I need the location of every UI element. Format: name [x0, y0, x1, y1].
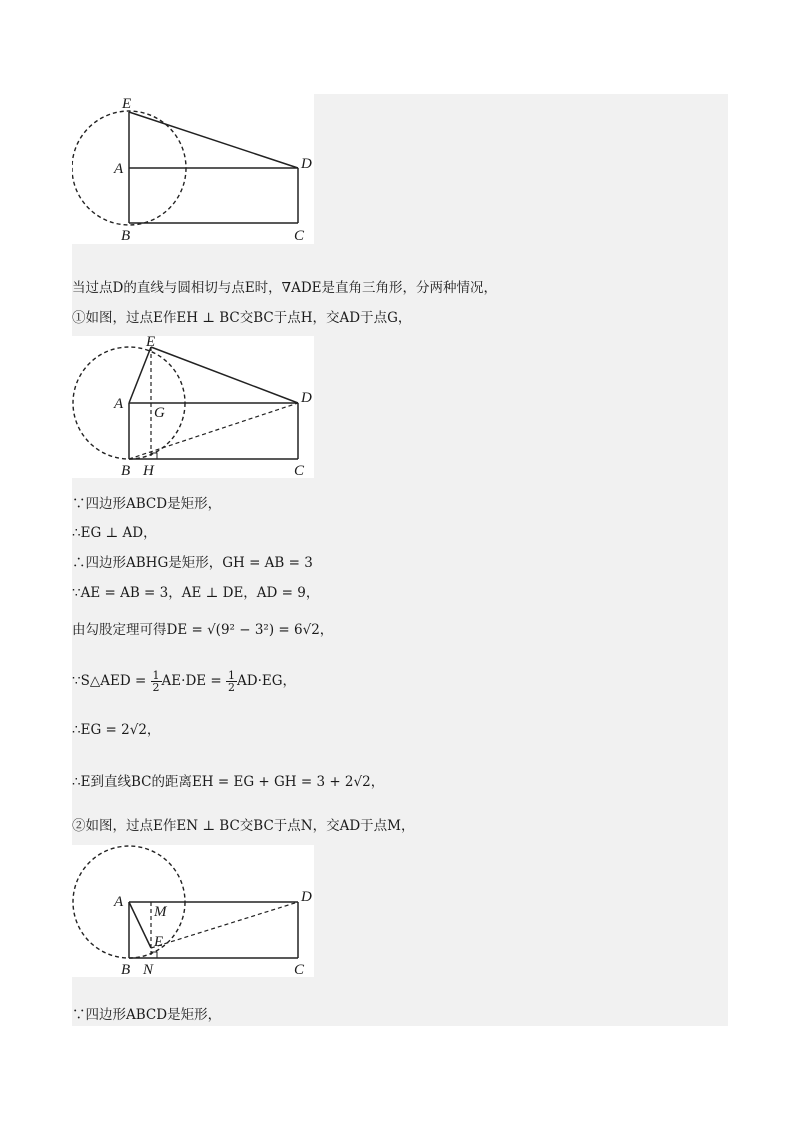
fraction-half-2: $\frac{1}{2}$ [228, 669, 236, 694]
segment-ed-dashed [151, 902, 298, 948]
label-e: E [146, 336, 156, 350]
area-prefix: ∵S△AED = [72, 673, 151, 689]
text-line-4: ∴EG ⊥ AD， [72, 525, 157, 541]
label-m: M [154, 904, 167, 920]
figure-1 [72, 94, 314, 244]
label-c: C [294, 962, 305, 977]
label-c: C [294, 463, 305, 478]
label-g: G [154, 405, 165, 421]
label-b: B [121, 228, 131, 244]
label-b: B [121, 463, 131, 478]
label-h: H [143, 463, 154, 478]
label-n: N [143, 962, 154, 977]
figure-3 [72, 845, 314, 977]
label-e: E [154, 934, 164, 950]
text-line-3: ∵四边形ABCD是矩形， [72, 496, 222, 512]
label-d: D [301, 156, 312, 172]
label-e: E [122, 96, 132, 112]
area-suffix: AD·EG， [237, 673, 297, 689]
label-c: C [294, 228, 305, 244]
text-line-11: ②如图，过点E作EN ⊥ BC交BC于点N，交AD于点M， [72, 818, 415, 834]
text-line-12: ∵四边形ABCD是矩形， [72, 1007, 222, 1023]
text-line-6: ∵AE = AB = 3，AE ⊥ DE，AD = 9， [72, 585, 320, 601]
label-a: A [114, 396, 124, 412]
text-line-8 [72, 670, 296, 693]
text-line-2: ①如图，过点E作EH ⊥ BC交BC于点H，交AD于点G， [72, 310, 412, 326]
segment-ae [129, 902, 151, 948]
text-line-7: 由勾股定理可得DE = √(9² − 3²) = 6√2， [72, 622, 334, 638]
label-a: A [114, 894, 124, 910]
text-line-5: ∴四边形ABHG是矩形，GH = AB = 3 [72, 555, 313, 571]
label-d: D [301, 390, 312, 406]
segment-ae [129, 347, 151, 403]
text-line-1: 当过点D的直线与圆相切与点E时，∇ADE是直角三角形，分两种情况， [72, 280, 498, 296]
area-middle: AE·DE = [161, 673, 227, 689]
segment-ed [129, 112, 298, 168]
text-line-9: ∴EG = 2√2， [72, 722, 161, 738]
fraction-half: $\frac{1}{2}$ [152, 669, 160, 694]
label-d: D [301, 889, 312, 905]
text-line-10: ∴E到直线BC的距离EH = EG + GH = 3 + 2√2， [72, 774, 385, 790]
label-a: A [114, 161, 124, 177]
label-b: B [121, 962, 131, 977]
segment-ed [151, 347, 298, 403]
figure-2 [72, 336, 314, 478]
